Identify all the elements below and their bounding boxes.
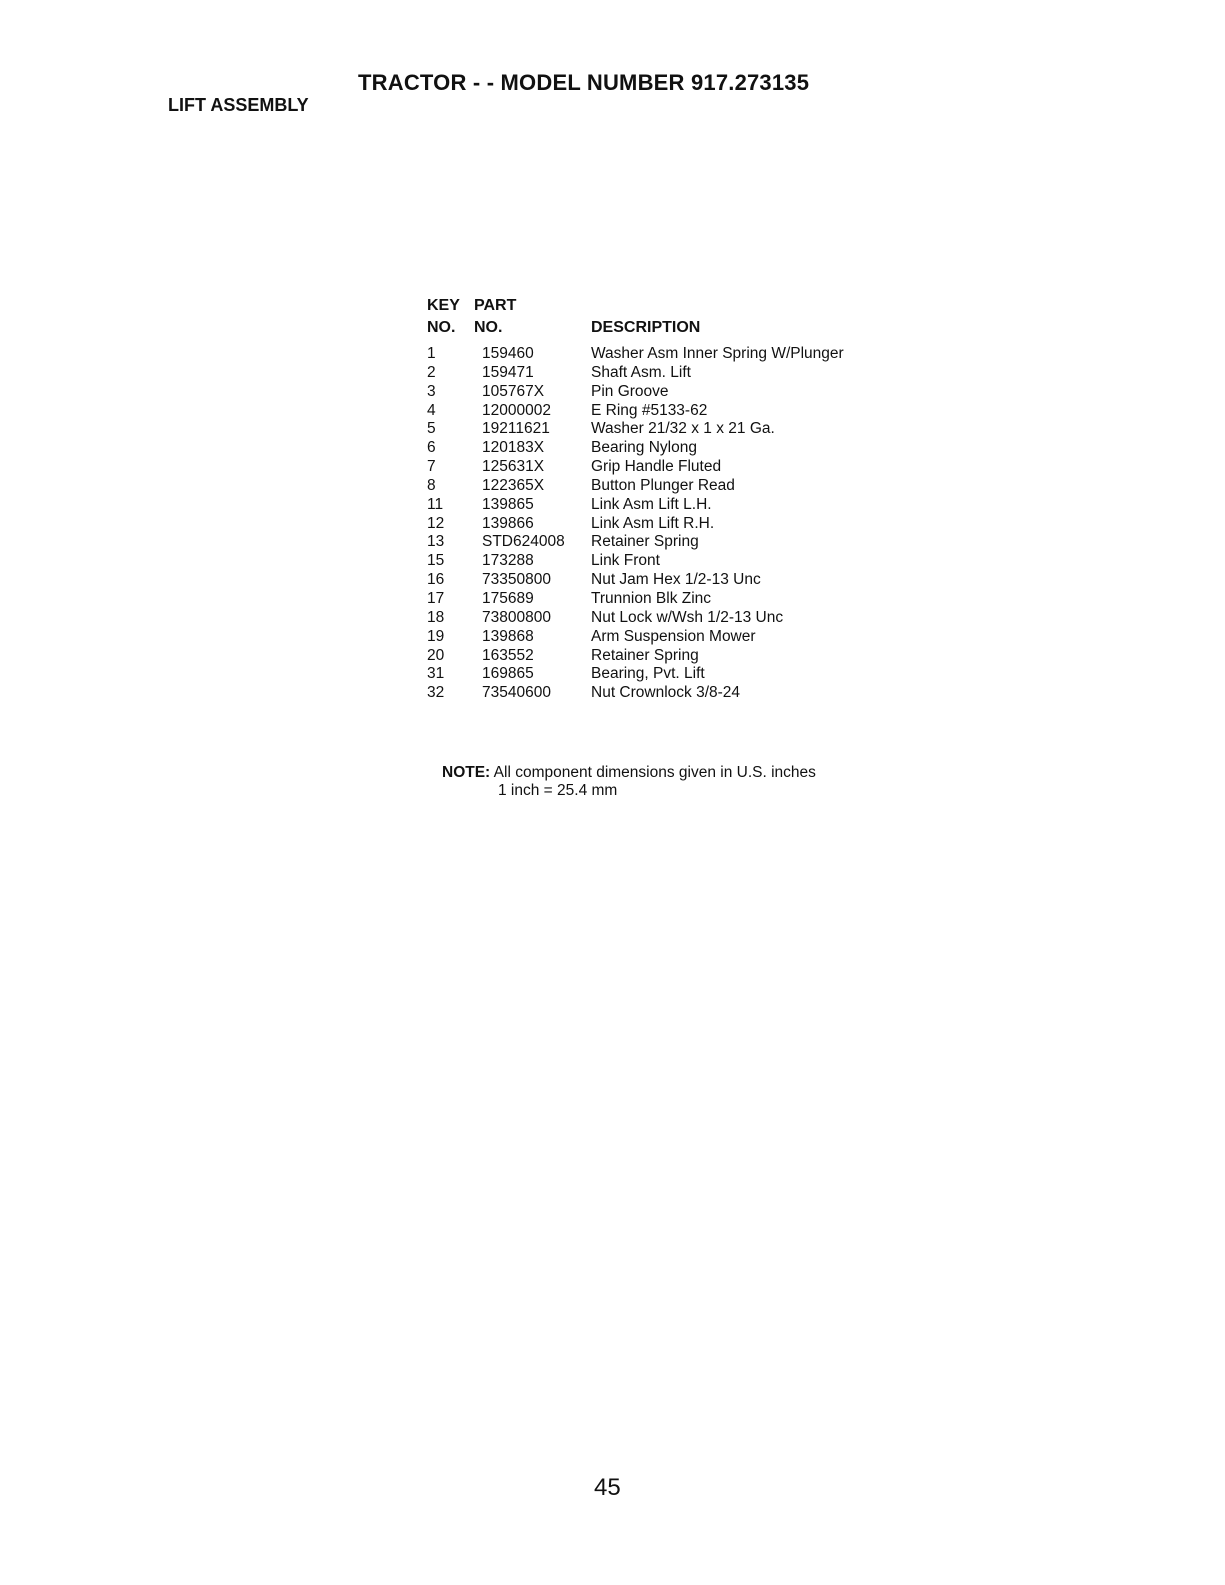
part-no-cell: STD624008 — [482, 533, 565, 551]
key-no-cell: 17 — [427, 589, 445, 607]
part-no-cell: 139866 — [482, 514, 534, 532]
key-no-cell: 13 — [427, 533, 445, 551]
part-no-cell: 73540600 — [482, 684, 551, 702]
description-cell: Nut Jam Hex 1/2-13 Unc — [591, 571, 761, 589]
key-no-cell: 31 — [427, 665, 445, 683]
part-no-cell: 73800800 — [482, 608, 551, 626]
part-no-cell: 159460 — [482, 345, 534, 362]
description-cell: Grip Handle Fluted — [591, 458, 722, 476]
part-no-cell: 120183X — [482, 439, 545, 457]
key-no-cell: 8 — [427, 476, 436, 494]
key-no-cell: 1 — [427, 345, 436, 362]
description-cell: Bearing, Pvt. Lift — [591, 665, 705, 683]
description-cell: Link Front — [591, 552, 660, 570]
part-no-cell: 175689 — [482, 589, 534, 607]
key-no-header-line2: NO. — [427, 319, 456, 336]
key-no-cell: 4 — [427, 401, 436, 419]
description-cell: E Ring #5133-62 — [591, 401, 708, 419]
description-cell: Nut Lock w/Wsh 1/2-13 Unc — [591, 608, 784, 626]
note — [442, 764, 816, 800]
note-line2: 1 inch = 25.4 mm — [498, 782, 618, 799]
key-no-cell: 11 — [427, 495, 444, 513]
note-line1: All component dimensions given in U.S. inches — [493, 764, 816, 781]
description-cell: Link Asm Lift R.H. — [591, 514, 715, 532]
part-no-cell: 139868 — [482, 627, 534, 645]
section-title: LIFT ASSEMBLY — [168, 95, 309, 115]
description-cell: Nut Crownlock 3/8-24 — [591, 684, 741, 702]
key-no-cell: 20 — [427, 646, 445, 664]
part-no-cell: 125631X — [482, 458, 545, 476]
part-no-cell: 159471 — [482, 363, 534, 381]
key-no-header-line1: KEY — [427, 297, 460, 314]
description-cell: Retainer Spring — [591, 533, 699, 551]
part-no-header-line2: NO. — [474, 319, 503, 336]
part-no-cell: 163552 — [482, 646, 534, 664]
description-cell: Pin Groove — [591, 382, 669, 400]
part-no-cell: 173288 — [482, 552, 534, 570]
description-cell: Bearing Nylong — [591, 439, 697, 457]
key-no-cell: 19 — [427, 627, 445, 645]
part-no-header-line1: PART — [474, 297, 517, 314]
key-no-cell: 6 — [427, 439, 436, 457]
key-no-cell: 32 — [427, 684, 445, 702]
part-no-cell: 73350800 — [482, 571, 551, 589]
key-no-cell: 16 — [427, 571, 445, 589]
key-no-cell: 12 — [427, 514, 445, 532]
description-cell: Link Asm Lift L.H. — [591, 495, 712, 513]
description-cell: Washer Asm Inner Spring W/Plunger — [591, 345, 844, 362]
page-number: 45 — [594, 1474, 621, 1501]
description-cell: Washer 21/32 x 1 x 21 Ga. — [591, 420, 775, 438]
part-no-cell: 12000002 — [482, 401, 551, 419]
note-label: NOTE: — [442, 764, 491, 781]
key-no-cell: 3 — [427, 382, 436, 400]
part-no-cell: 139865 — [482, 495, 534, 513]
part-no-cell: 105767X — [482, 382, 545, 400]
key-no-cell: 15 — [427, 552, 445, 570]
key-no-cell: 18 — [427, 608, 445, 626]
description-header: DESCRIPTION — [591, 319, 701, 336]
description-cell: Retainer Spring — [591, 646, 699, 664]
key-no-cell: 7 — [427, 458, 436, 476]
description-cell: Trunnion Blk Zinc — [591, 589, 712, 607]
part-no-cell: 169865 — [482, 665, 534, 683]
description-cell: Arm Suspension Mower — [591, 627, 756, 645]
description-cell: Shaft Asm. Lift — [591, 363, 691, 381]
key-no-cell: 5 — [427, 420, 436, 438]
part-no-cell: 122365X — [482, 476, 545, 494]
key-no-cell: 2 — [427, 363, 436, 381]
description-cell: Button Plunger Read — [591, 476, 735, 494]
part-no-cell: 19211621 — [482, 420, 550, 438]
page-title: TRACTOR - - MODEL NUMBER 917.273135 — [358, 70, 810, 95]
